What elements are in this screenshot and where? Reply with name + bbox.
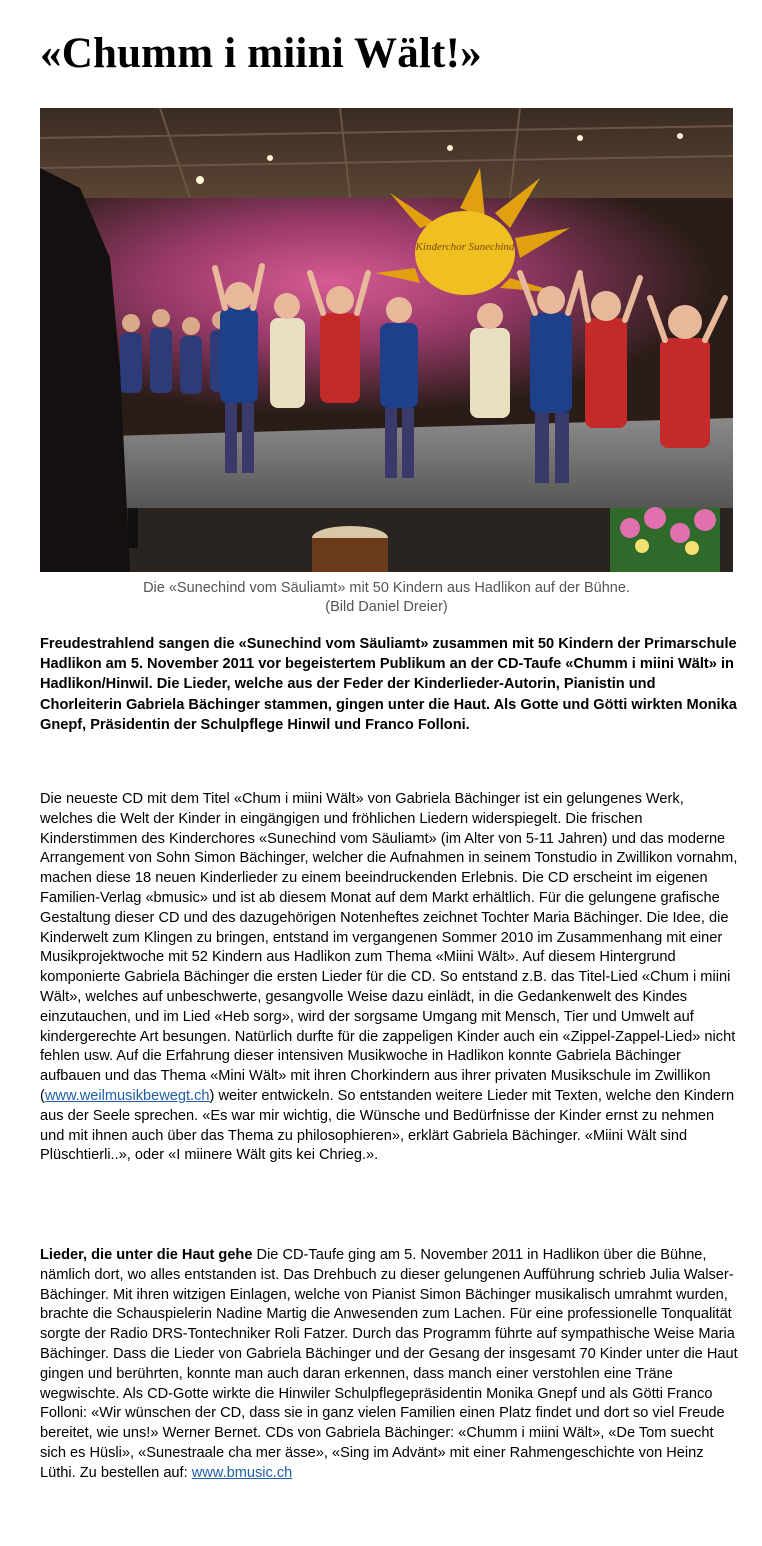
body-paragraph-1 xyxy=(40,790,740,1166)
concert-photo xyxy=(40,108,733,572)
photo-caption xyxy=(40,579,733,617)
paragraph-text: Die neueste CD mit dem Titel «Chum i miini Wält» von Gabriela Bächinger ist ein gelungenes Werk, welches die Welt der Kinder in eingängigen und fröhlichen Liedern widerspiegelt. Die frischen Kinderstimmen des Kinderchores «Sunechind vom Säuliamt» (im Alter von 5-11 Jahren) und das moderne Arrangement von Sohn Simon Bächinger, welcher die Aufnahmen in seinem Tonstudio in Zwillikon vornahm, machen diese 18 neuen Kinderlieder zu einem beeindruckenden Erlebnis. Die CD erscheint im eigenen Familien-Verlag «bmusic» und ist ab diesem Monat auf dem Markt erhältlich. Für die gelungene grafische Gestaltung dieser CD und des dazugehörigen Notenheftes zeichnet Tochter Maria Bächinger. Die Idee, die Kinderwelt zum Klingen zu bringen, entstand im vergangenen Sommer 2010 im Zusammenhang mit einer Musikprojektwoche mit 52 Kindern aus Hadlikon zum Thema «Miini Wält». Auf diesem Hintergrund komponierte Gabriela Bächinger die ersten Lieder für die CD. So entstand z.B. das Titel-Lied «Chum i miini Wält», welches auf unbeschwerte, gesangvolle Weise dazu einlädt, in die Gedankenwelt des Kindes einzutauchen, und im Lied «Heb sorg», wird der sorgsame Umgang mit Mensch, Tier und Umwelt auf kindergerechte Art besungen. Natürlich durfte für die zappeligen Kinder auch ein «Zippel-Zappel-Lied» nicht fehlen usw. Auf die Erfahrung dieser intensiven Musikwoche in Hadlikon konnte Gabriela Bächinger aufbauen und das Thema «Mini Wält» mit ihren Chorkindern aus ihrer privaten Musikschule im Zwillikon ( xyxy=(40,791,738,1104)
article-title: «Chumm i miini Wält!» xyxy=(40,30,482,77)
flowers xyxy=(610,507,720,572)
paragraph-text: ) weiter entwickeln. So entstanden weitere Lieder mit Texten, welche den Kindern aus der Seele sprechen. «Es war mir wichtig, die Wünsche und Bedürfnisse der Kinder ernst zu nehmen und mit ihnen auch über das Thema zu philosophieren», erklärt Gabriela Bächinger. «Miini Wält sind Plüschtierli..», oder «I miinere Wält gits kei Chrieg.». xyxy=(40,1087,735,1164)
bmusic-link[interactable]: www.bmusic.ch xyxy=(191,1464,293,1481)
weilmusikbewegt-link[interactable]: www.weilmusikbewegt.ch xyxy=(44,1087,210,1104)
section-heading: Lieder, die unter die Haut gehe xyxy=(40,1247,253,1263)
sun-sign-text: Kinderchor Sunechind xyxy=(415,241,515,253)
bottle xyxy=(128,508,138,548)
djembe-drum xyxy=(312,526,388,572)
paragraph-text: Die CD-Taufe ging am 5. November 2011 in Hadlikon über die Bühne, nämlich dort, wo alles entstanden ist. Das Drehbuch zu dieser gelungenen Aufführung schrieb Julia Walser-Bächinger. Mit ihren witzigen Einlagen, welche von Pianist Simon Bächinger musikalisch umrahmt wurden, brachte die Schauspielerin Nadine Martig die Anwesenden zum Lachen. Für eine professionelle Tonqualität sorgte der Radio DRS-Tontechniker Roli Fatzer. Durch das Programm führte auf sympathische Weise Maria Bächinger. Dass die Lieder von Gabriela Bächinger und der Gesang der insgesamt 70 Kinder unter die Haut gingen und berührten, konnte man auch daran erkennen, dass manch einer verstohlen eine Träne wegwischte. Als CD-Gotte wirkte die Hinwiler Schulpflegepräsidentin Monika Gnepf und als Götti Franco Folloni: «Wir wünschen der CD, dass sie in ganz vielen Familien einen Platz findet und dort so viel Freude bereitet, wie uns!» Werner Bernet. CDs von Gabriela Bächinger: «Chumm i miini Wält», «De Tom suecht sich es Hüsli», «Sunestraale cha mer ässe», «Sing im Advänt» mit einer Rahmengeschichte von Heinz Lüthi. Zu bestellen auf: xyxy=(40,1247,738,1481)
body-paragraph-2 xyxy=(40,1246,740,1484)
caption-text: Die «Sunechind vom Säuliamt» mit 50 Kindern aus Hadlikon auf der Bühne. xyxy=(143,580,630,596)
ceiling xyxy=(40,108,733,198)
lead-paragraph: Freudestrahlend sangen die «Sunechind vom Säuliamt» zusammen mit 50 Kindern der Primarschule Hadlikon am 5. November 2011 vor begeistertem Publikum an der CD-Taufe «Chumm i miini Wält» in Hadlikon/Hinwil. Die Lieder, welche aus der Feder der Kinderlieder-Autorin, Pianistin und Chorleiterin Gabriela Bächinger stammen, gingen unter die Haut. Als Gotte und Götti wirkten Monika Gnepf, Präsidentin der Schulpflege Hinwil und Franco Folloni. xyxy=(40,636,737,733)
caption-credit: (Bild Daniel Dreier) xyxy=(325,599,448,615)
concert-photo-drawing xyxy=(40,108,733,572)
